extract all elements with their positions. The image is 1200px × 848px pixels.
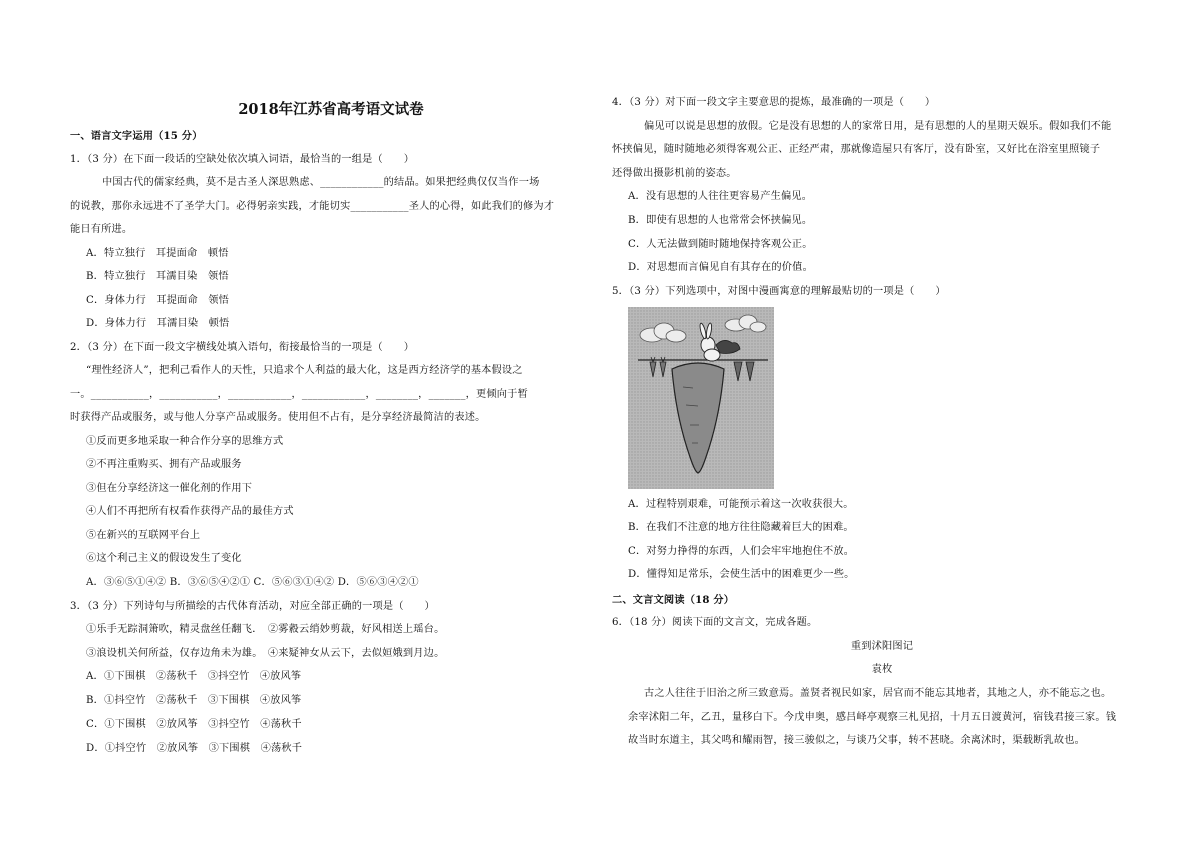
q4-option-a: A．没有思想的人往往更容易产生偏见。 xyxy=(628,191,813,202)
passage-author: 袁枚 xyxy=(871,664,893,675)
q5-option-d: D．懂得知足常乐，会使生活中的困难更少一些。 xyxy=(628,569,855,580)
q1-stem: 1．（3 分）在下面一段话的空缺处依次填入词语，最恰当的一组是（ ） xyxy=(70,154,415,165)
q3-option-b: B．①抖空竹 ②荡秋千 ③下围棋 ④放风筝 xyxy=(86,695,302,706)
passage-line: 故当时东道主，其父鸣和耀雨智，接三骏似之，与谈乃父事，转不甚晓。余离沭时，渠载断乳故也。 xyxy=(628,735,1086,746)
q2-item: ③但在分享经济这一催化剂的作用下 xyxy=(86,483,253,494)
q6-stem: 6．（18 分）阅读下面的文言文，完成各题。 xyxy=(612,617,818,628)
q2-item: ①反而更多地采取一种合作分享的思维方式 xyxy=(86,436,284,447)
q1-passage-line: 中国古代的儒家经典，莫不是古圣人深思熟虑、____________的结晶。如果把经典仅仅当作一场 xyxy=(102,177,540,188)
q4-option-b: B．即使有思想的人也常常会怀挟偏见。 xyxy=(628,215,813,226)
q2-options: A．③⑥⑤①④② B．③⑥⑤④②① C．⑤⑥③①④② D．⑤⑥③④②① xyxy=(86,577,419,588)
q2-item: ⑤在新兴的互联网平台上 xyxy=(86,530,201,541)
section-heading-1: 一、语言文字运用（15 分） xyxy=(70,130,203,142)
q2-stem: 2．（3 分）在下面一段文字横线处填入语句，衔接最恰当的一项是（ ） xyxy=(70,342,415,353)
q3-poem-line: ①乐手无踪洞箫吹，精灵盘丝任翻飞． ②雾縠云绡妙剪裁，好风相送上瑶台。 xyxy=(86,624,445,635)
q4-option-c: C．人无法做到随时随地保持客观公正。 xyxy=(628,239,813,250)
q5-option-b: B．在我们不注意的地方往往隐藏着巨大的困难。 xyxy=(628,522,854,533)
q3-option-a: A．①下围棋 ②荡秋千 ③抖空竹 ④放风筝 xyxy=(86,671,302,682)
q2-item: ②不再注重购买、拥有产品或服务 xyxy=(86,459,242,470)
q4-passage-line: 怀挟偏见，随时随地必须得客观公正、正经严肃，那就像造屋只有客厅，没有卧室，又好比在浴室里照镜子 xyxy=(612,144,1101,155)
q1-option-d: D．身体力行 耳濡目染 顿悟 xyxy=(86,318,230,329)
q2-passage-line: 一。___________，___________，____________，____________，________，_______，更倾向于暂 xyxy=(70,389,528,400)
q5-stem: 5．（3 分）下列选项中，对图中漫画寓意的理解最贴切的一项是（ ） xyxy=(612,286,946,297)
passage-line: 古之人往往于旧治之所三致意焉。盖贤者视民如家，居官而不能忘其地者，其地之人，亦不能忘之也。 xyxy=(644,688,1112,699)
q1-option-b: B．特立独行 耳濡目染 领悟 xyxy=(86,271,229,282)
passage-line: 余宰沭阳二年，乙丑，量移白下。今戊申奥，感吕峄亭观察三札见招，十月五日渡黄河，宿钱君接三家。钱 xyxy=(628,712,1117,723)
q4-stem: 4．（3 分）对下面一段文字主要意思的提炼，最准确的一项是（ ） xyxy=(612,97,936,108)
q1-passage-line: 能日有所进。 xyxy=(70,224,133,235)
section-heading-2: 二、文言文阅读（18 分） xyxy=(612,594,735,606)
q3-stem: 3．（3 分）下列诗句与所描绘的古代体育活动，对应全部正确的一项是（ ） xyxy=(70,601,435,612)
q2-passage-line: 时获得产品或服务，或与他人分享产品或服务。使用但不占有，是分享经济最简洁的表述。 xyxy=(70,412,486,423)
q2-item: ⑥这个利己主义的假设发生了变化 xyxy=(86,553,242,564)
q4-passage-line: 偏见可以说是思想的放假。它是没有思想的人的家常日用，是有思想的人的星期天娱乐。假如我们不能 xyxy=(644,121,1112,132)
q5-option-a: A．过程特别艰难，可能预示着这一次收获很大。 xyxy=(628,499,854,510)
q3-poem-line: ③浪设机关何所益，仅存边角未为雄。 ④来疑神女从云下，去似姮娥到月边。 xyxy=(86,648,445,659)
q1-option-c: C．身体力行 耳提面命 领悟 xyxy=(86,295,230,306)
q3-option-c: C．①下围棋 ②放风筝 ③抖空竹 ④荡秋千 xyxy=(86,719,302,730)
q4-passage-line: 还得做出摄影机前的姿态。 xyxy=(612,168,737,179)
q2-passage-line: “理性经济人”，把利己看作人的天性，只追求个人利益的最大化，这是西方经济学的基本假设之 xyxy=(86,365,523,376)
q4-option-d: D．对思想而言偏见自有其存在的价值。 xyxy=(628,262,813,273)
q3-option-d: D．①抖空竹 ②放风筝 ③下围棋 ④荡秋千 xyxy=(86,743,303,754)
passage-title: 重到沭阳图记 xyxy=(850,641,914,652)
carrot-cartoon-image xyxy=(628,307,774,489)
page-title: 2018年江苏省高考语文试卷 xyxy=(238,101,424,118)
q5-option-c: C．对努力挣得的东西，人们会牢牢地抱住不放。 xyxy=(628,546,855,557)
q1-passage-line: 的说教，那你永远进不了圣学大门。必得躬亲实践，才能切实___________圣人的心得，如此我们的修为才 xyxy=(70,201,555,212)
q1-option-a: A．特立独行 耳提面命 顿悟 xyxy=(86,248,229,259)
q2-item: ④人们不再把所有权看作获得产品的最佳方式 xyxy=(86,506,294,517)
